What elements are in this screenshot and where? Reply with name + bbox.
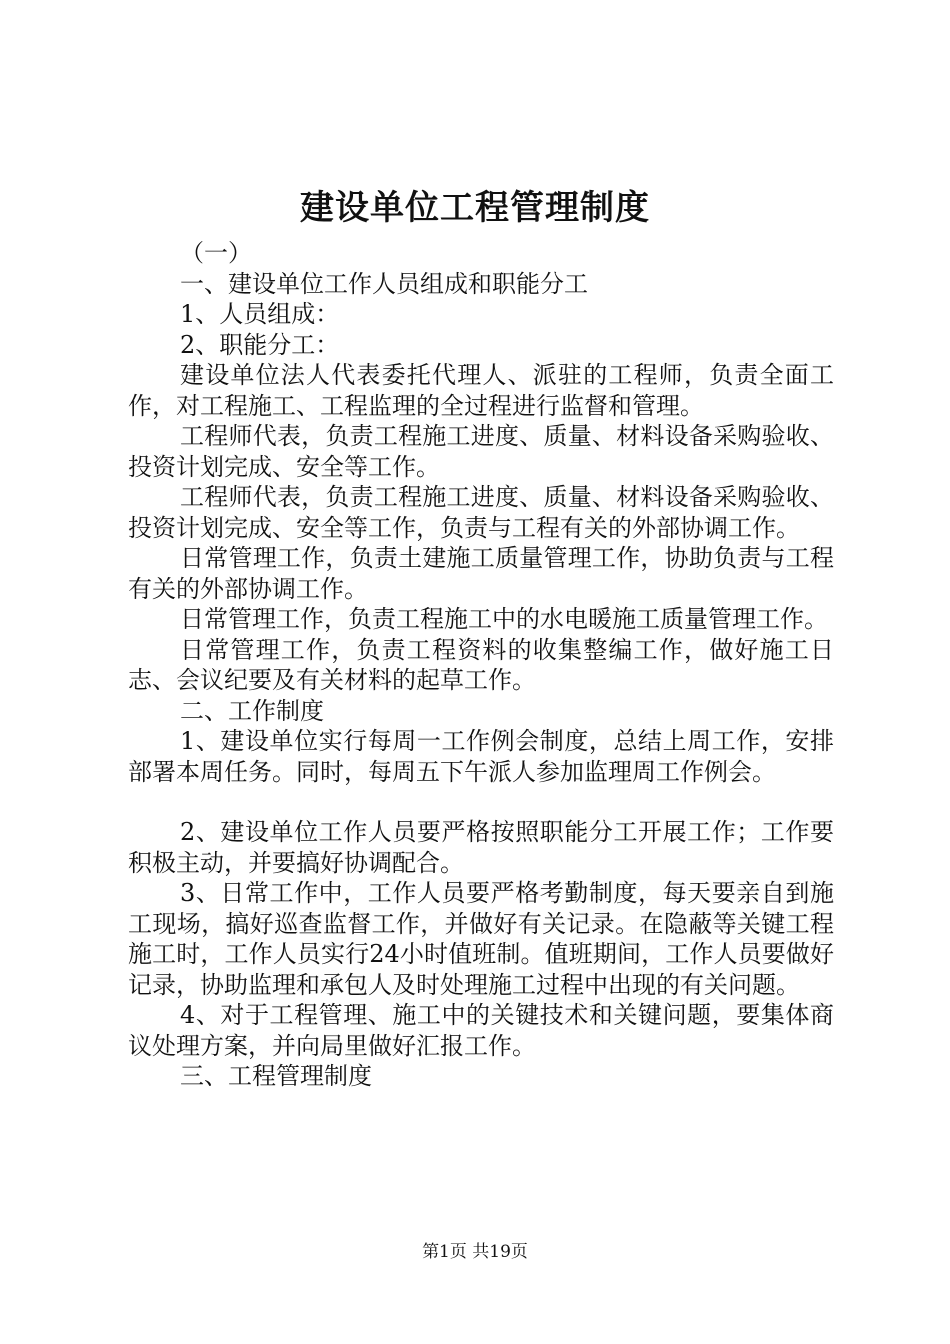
document-title: 建设单位工程管理制度 <box>300 188 650 228</box>
body-paragraph: 工程师代表，负责工程施工进度、质量、材料设备采购验收、投资计划完成、安全等工作，负责与工程有关的外部协调工作。 <box>128 483 834 542</box>
body-paragraph: 日常管理工作，负责土建施工质量管理工作，协助负责与工程有关的外部协调工作。 <box>128 544 834 603</box>
paragraph-spacer <box>128 787 834 817</box>
subheading-duties: 2、职能分工： <box>180 330 340 359</box>
section-marker: （一） <box>180 239 252 267</box>
section-heading-2: 二、工作制度 <box>180 696 324 725</box>
body-paragraph: 工程师代表，负责工程施工进度、质量、材料设备采购验收、投资计划完成、安全等工作。 <box>128 422 834 481</box>
section-heading-3: 三、工程管理制度 <box>180 1062 372 1090</box>
subheading-staff: 1、人员组成： <box>180 300 340 328</box>
body-paragraph: 建设单位法人代表委托代理人、派驻的工程师，负责全面工作，对工程施工、工程监理的全过程进行监督和管理。 <box>128 361 834 420</box>
body-paragraph: 2、建设单位工作人员要严格按照职能分工开展工作；工作要积极主动，并要搞好协调配合。 <box>128 818 834 877</box>
document-body <box>128 238 834 1092</box>
body-paragraph: 4、对于工程管理、施工中的关键技术和关键问题，要集体商议处理方案，并向局里做好汇报工作。 <box>128 1001 834 1060</box>
page-number: 第1页 共19页 <box>422 1242 528 1262</box>
section-heading-1: 一、建设单位工作人员组成和职能分工 <box>180 269 588 298</box>
body-paragraph: 3、日常工作中，工作人员要严格考勤制度，每天要亲自到施工现场，搞好巡查监督工作，并做好有关记录。在隐蔽等关键工程施工时，工作人员实行24小时值班制。值班期间，工作人员要做好记录，协助监理和承包人及时处理施工过程中出现的有关问题。 <box>128 879 834 999</box>
body-paragraph: 日常管理工作，负责工程施工中的水电暖施工质量管理工作。 <box>180 605 828 633</box>
body-paragraph: 日常管理工作，负责工程资料的收集整编工作，做好施工日志、会议纪要及有关材料的起草工作。 <box>128 635 834 694</box>
body-paragraph: 1、建设单位实行每周一工作例会制度，总结上周工作，安排部署本周任务。同时，每周五下午派人参加监理周工作例会。 <box>128 727 834 786</box>
